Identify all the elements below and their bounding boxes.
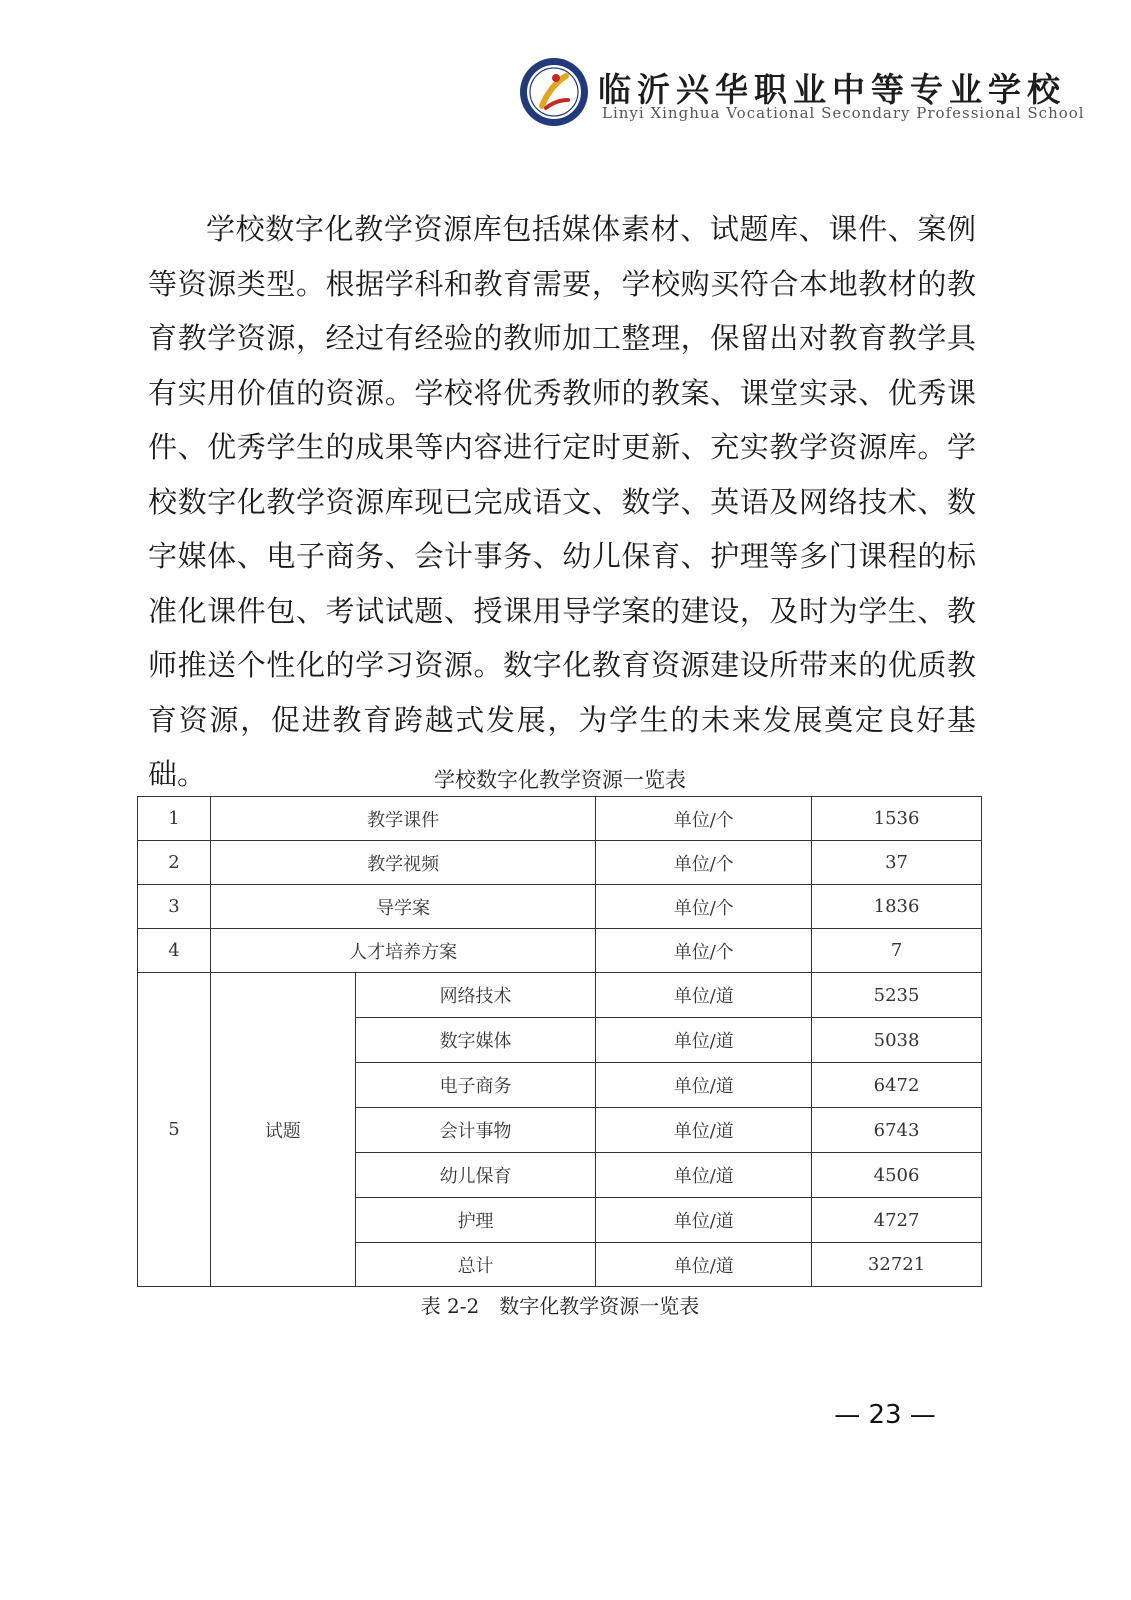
resource-value: 32721 — [812, 1243, 982, 1287]
table-row — [138, 973, 982, 1018]
group-name: 试题 — [210, 973, 355, 1287]
resource-unit: 单位/道 — [596, 1153, 812, 1198]
table-row — [138, 929, 982, 973]
resource-value: 4506 — [812, 1153, 982, 1198]
resource-value: 6743 — [812, 1108, 982, 1153]
resource-unit: 单位/个 — [596, 929, 812, 973]
resource-name: 电子商务 — [355, 1063, 596, 1108]
resource-unit: 单位/个 — [596, 797, 812, 841]
resource-unit: 单位/道 — [596, 1243, 812, 1287]
table-title: 学校数字化教学资源一览表 — [434, 768, 686, 792]
school-name-cn: 临沂兴华职业中等专业学校 — [598, 70, 1066, 109]
resource-value: 1536 — [812, 797, 982, 841]
resource-name: 幼儿保育 — [355, 1153, 596, 1198]
resource-unit: 单位/道 — [596, 1018, 812, 1063]
resource-unit: 单位/个 — [596, 885, 812, 929]
row-number: 1 — [138, 797, 211, 841]
row-number: 4 — [138, 929, 211, 973]
table-row — [138, 885, 982, 929]
resource-name: 导学案 — [210, 885, 596, 929]
resource-unit: 单位/道 — [596, 1108, 812, 1153]
table-caption: 表 2-2 数字化教学资源一览表 — [420, 1294, 700, 1318]
table-row — [138, 797, 982, 841]
resource-value: 5235 — [812, 973, 982, 1018]
resource-name: 总计 — [355, 1243, 596, 1287]
resource-unit: 单位/道 — [596, 973, 812, 1018]
row-number: 2 — [138, 841, 211, 885]
resource-value: 1836 — [812, 885, 982, 929]
resource-name: 网络技术 — [355, 973, 596, 1018]
resource-name: 教学视频 — [210, 841, 596, 885]
resource-value: 6472 — [812, 1063, 982, 1108]
resource-unit: 单位/个 — [596, 841, 812, 885]
resource-value: 7 — [812, 929, 982, 973]
resource-name: 护理 — [355, 1198, 596, 1243]
body-paragraph: 学校数字化教学资源库包括媒体素材、试题库、课件、案例等资源类型。根据学科和教育需要，学校购买符合本地教材的教育教学资源，经过有经验的教师加工整理，保留出对教育教学具有实用价值的资源。学校将优秀教师的教案、课堂实录、优秀课件、优秀学生的成果等内容进行定时更新、充实教学资源库。学校数字化教学资源库现已完成语文、数学、英语及网络技术、数字媒体、电子商务、会计事务、幼儿保育、护理等多门课程的标准化课件包、考试试题、授课用导学案的建设，及时为学生、教师推送个性化的学习资源。数字化教育资源建设所带来的优质教育资源，促进教育跨越式发展，为学生的未来发展奠定良好基础。 — [148, 212, 976, 791]
resource-name: 会计事物 — [355, 1108, 596, 1153]
page-number: — 23 — — [834, 1400, 936, 1430]
school-name-en: Linyi Xinghua Vocational Secondary Professional School — [602, 104, 1085, 122]
resource-table — [137, 796, 982, 1287]
row-number: 3 — [138, 885, 211, 929]
resource-unit: 单位/道 — [596, 1198, 812, 1243]
resource-unit: 单位/道 — [596, 1063, 812, 1108]
resource-value: 37 — [812, 841, 982, 885]
resource-value: 5038 — [812, 1018, 982, 1063]
page-header — [518, 52, 1085, 132]
row-number: 5 — [138, 973, 211, 1287]
table-row — [138, 841, 982, 885]
resource-name: 教学课件 — [210, 797, 596, 841]
resource-name: 数字媒体 — [355, 1018, 596, 1063]
resource-name: 人才培养方案 — [210, 929, 596, 973]
school-emblem-icon — [518, 56, 590, 128]
resource-value: 4727 — [812, 1198, 982, 1243]
